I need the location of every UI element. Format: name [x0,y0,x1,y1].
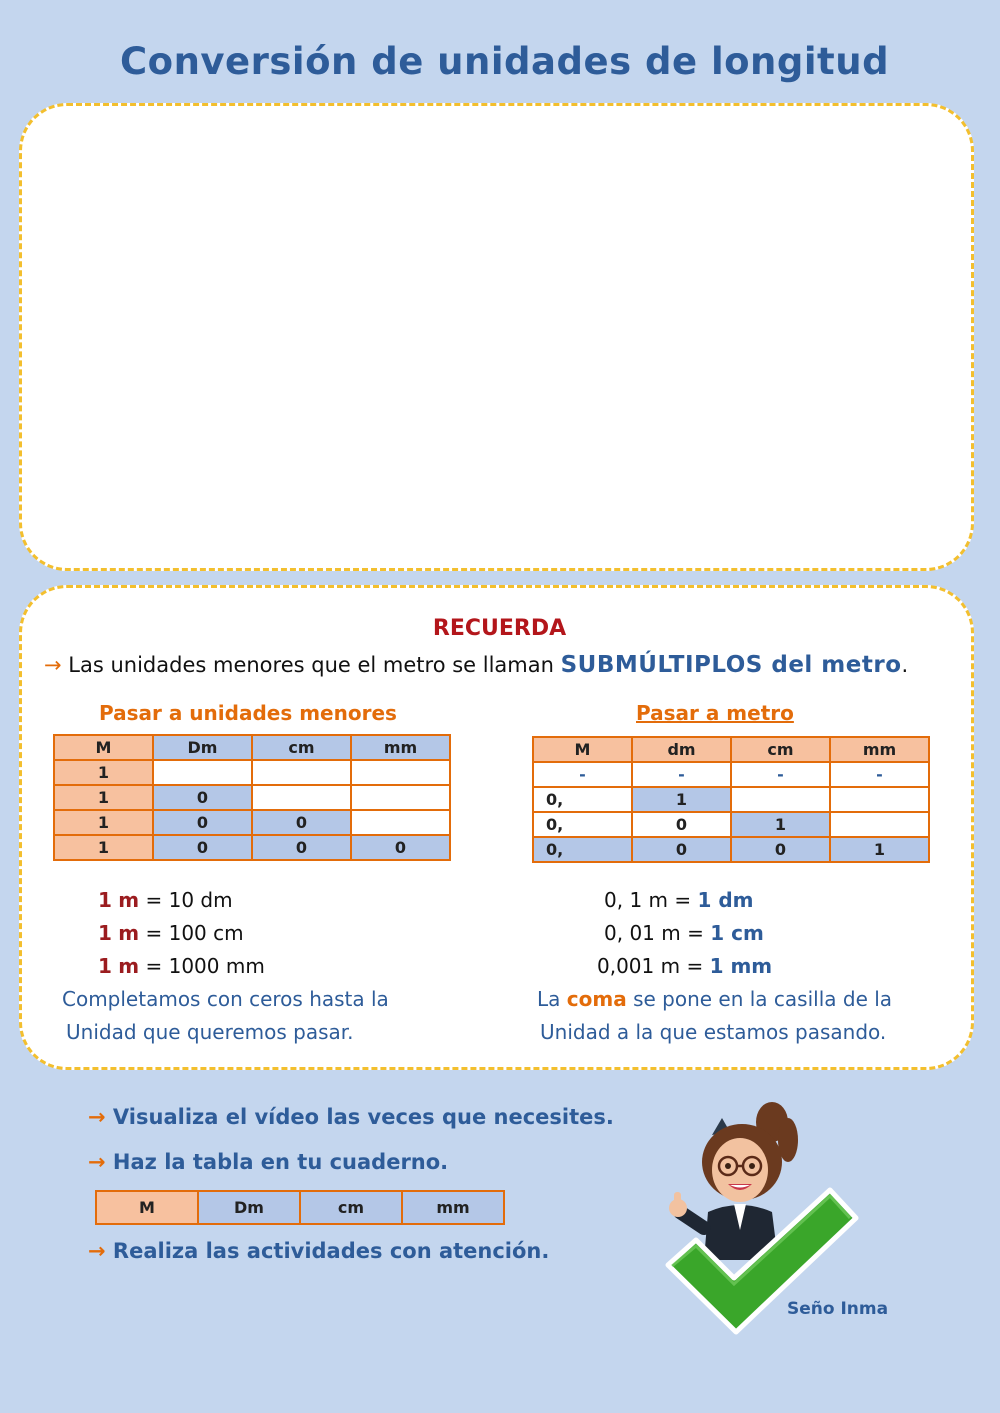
table-cell: 1 [54,760,153,785]
table-cell: cm [731,737,830,762]
table-cell [351,760,450,785]
right-equation: 0,001 m = 1 mm [597,954,773,978]
right-table [532,736,930,863]
recuerda-panel [19,585,974,1070]
instruction-item: → Visualiza el vídeo las veces que necesites. [88,1105,614,1129]
left-table [53,734,451,861]
table-cell: 0, [533,787,632,812]
table-cell: 1 [54,835,153,860]
intro-end: . [901,653,909,677]
table-cell: 0 [153,810,252,835]
left-equation: 1 m = 1000 mm [98,954,265,978]
table-cell: mm [402,1191,504,1224]
table-cell: 1 [54,810,153,835]
arrow-icon: → [88,1150,106,1174]
right-equation: 0, 01 m = 1 cm [604,921,764,945]
left-note-line1: Completamos con ceros hasta la [62,987,389,1011]
table-cell [351,785,450,810]
left-equation: 1 m = 10 dm [98,888,233,912]
table-cell: 0 [351,835,450,860]
intro-text: Las unidades menores que el metro se llaman [68,653,554,677]
intro-sentence [44,652,908,678]
signature: Seño Inma [787,1299,889,1319]
table-cell [252,785,351,810]
left-subheading: Pasar a unidades menores [99,701,397,725]
table-cell: cm [300,1191,402,1224]
table-cell: 0 [731,837,830,862]
table-cell: 1 [830,837,929,862]
right-equation: 0, 1 m = 1 dm [604,888,754,912]
table-cell: M [96,1191,198,1224]
right-note-line1: La coma se pone en la casilla de la [537,987,893,1011]
table-cell: 0 [153,785,252,810]
table-cell: - [632,762,731,787]
page-title: Conversión de unidades de longitud [120,40,890,83]
table-cell: mm [830,737,929,762]
right-note-line2: Unidad a la que estamos pasando. [540,1020,887,1044]
notebook-table [95,1190,505,1225]
left-equation: 1 m = 100 cm [98,921,244,945]
table-cell: 0 [252,810,351,835]
arrow-icon: → [88,1105,106,1129]
intro-highlight: SUBMÚLTIPLOS del metro [560,652,902,678]
instruction-item: → Realiza las actividades con atención. [88,1239,550,1263]
table-cell: mm [351,735,450,760]
table-cell [731,787,830,812]
arrow-icon: → [88,1239,106,1263]
table-cell: 1 [632,787,731,812]
table-cell: - [830,762,929,787]
table-cell: 0, [533,812,632,837]
table-cell: 1 [731,812,830,837]
table-cell: M [533,737,632,762]
table-cell: 0 [252,835,351,860]
right-subheading: Pasar a metro [636,701,794,725]
table-cell: 0 [632,837,731,862]
table-cell: - [731,762,830,787]
table-cell: dm [632,737,731,762]
recuerda-heading: RECUERDA [432,616,567,641]
table-cell: 0 [153,835,252,860]
table-cell [252,760,351,785]
instruction-item: → Haz la tabla en tu cuaderno. [88,1150,449,1174]
left-note-line2: Unidad que queremos pasar. [66,1020,354,1044]
table-cell: - [533,762,632,787]
table-cell: Dm [153,735,252,760]
table-cell [351,810,450,835]
table-cell: cm [252,735,351,760]
arrow-icon: → [44,653,62,677]
table-cell [830,787,929,812]
video-frame[interactable] [19,103,974,571]
table-cell: 1 [54,785,153,810]
table-cell: 0, [533,837,632,862]
table-cell: Dm [198,1191,300,1224]
table-cell [830,812,929,837]
table-cell: 0 [632,812,731,837]
table-cell [153,760,252,785]
table-cell: M [54,735,153,760]
